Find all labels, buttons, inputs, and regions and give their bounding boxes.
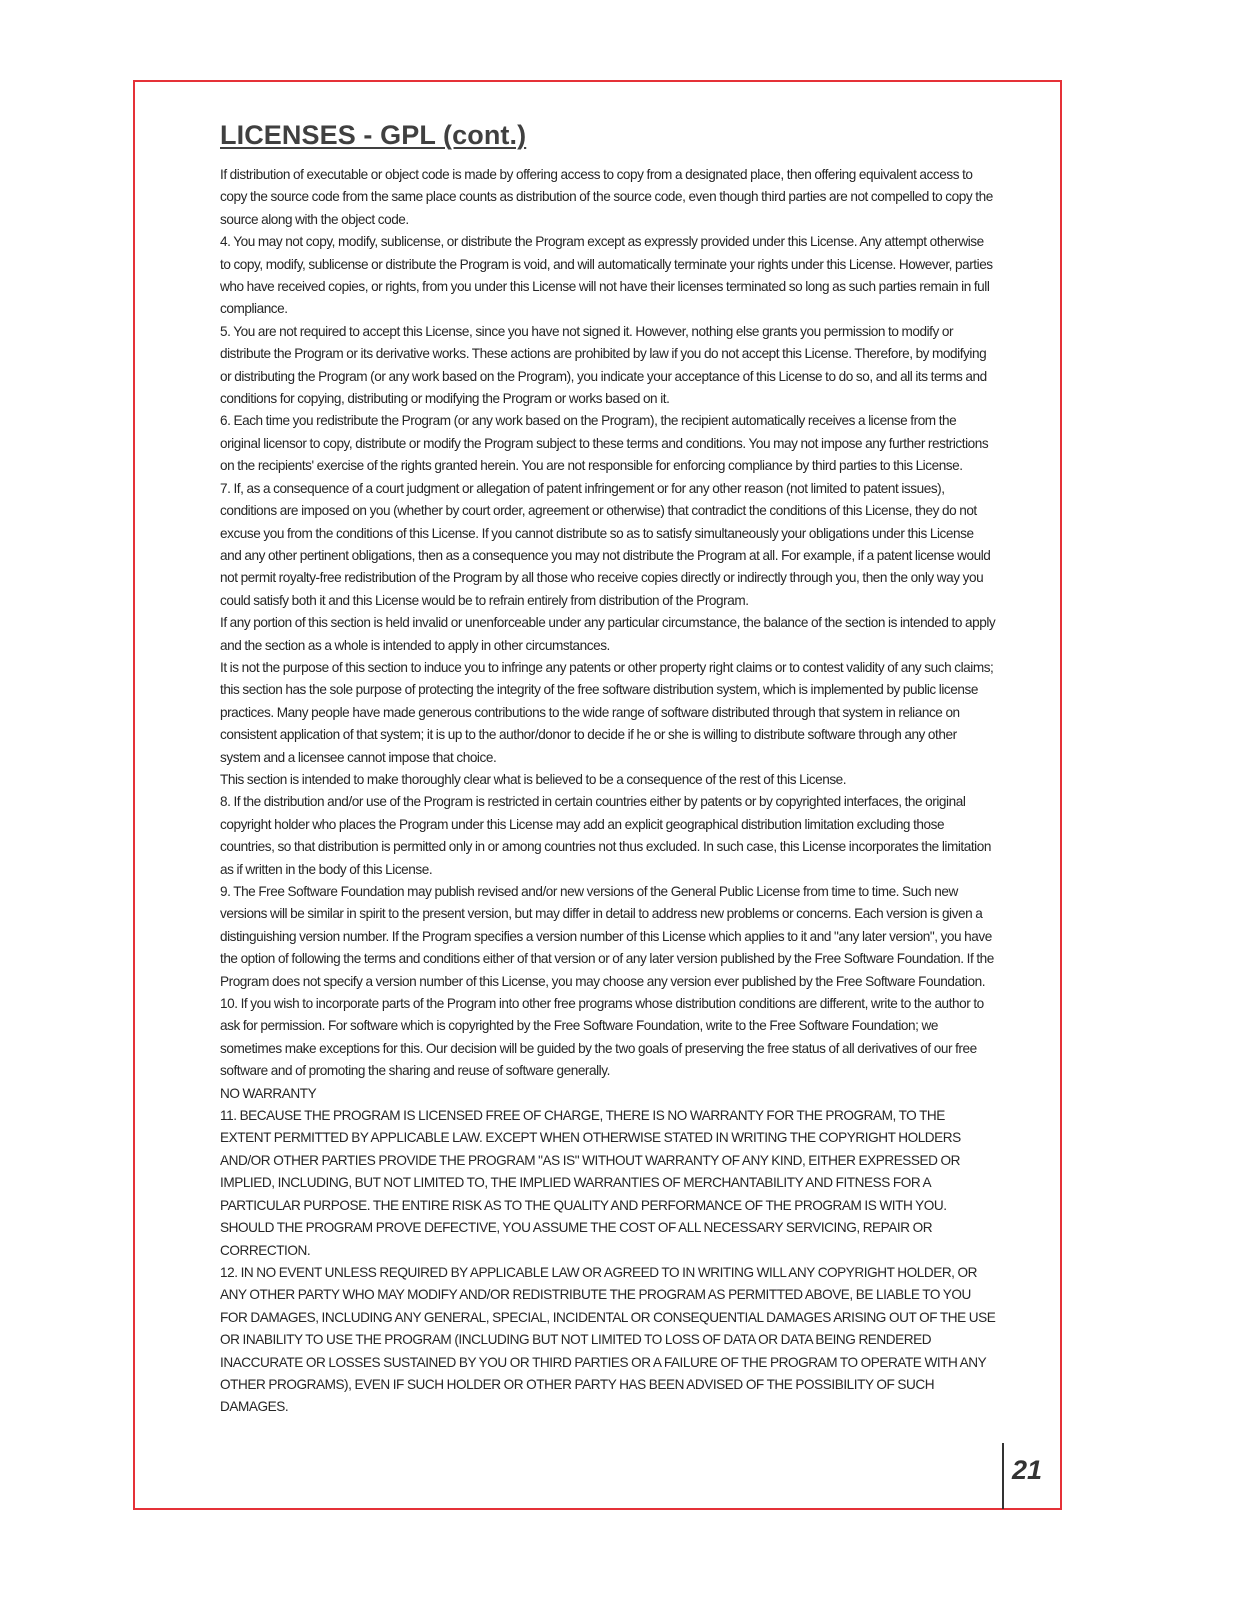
paragraph-section-7: 7. If, as a consequence of a court judgment or allegation of patent infringement or for any other reason (not limited to patent issues), conditions are imposed on you (whether by court order, agreement or otherwise) that contradict the conditions of this License, they do not excuse you from the conditions of this License. If you cannot distribute so as to satisfy simultaneously your obligations under this License and any other pertinent obligations, then as a consequence you may not distribute the Program at all. For example, if a patent license would not permit royalty-free redistribution of the Program by all those who receive copies directly or indirectly through you, then the only way you could satisfy both it and this License would be to refrain entirely from distribution of the Program.	[220, 480, 991, 608]
paragraph-section-5: 5. You are not required to accept this License, since you have not signed it. However, nothing else grants you permission to modify or distribute the Program or its derivative works. These actions are prohibited by law if you do not accept this License. Therefore, by modifying or distributing the Program (or any work based on the Program), you indicate your acceptance of this License to do so, and all its terms and conditions for copying, distributing or modifying the Program or works based on it.	[220, 323, 987, 407]
paragraph-section-8: 8. If the distribution and/or use of the Program is restricted in certain countries either by patents or by copyrighted interfaces, the original copyright holder who places the Program under this License may add an explicit geographical distribution limitation excluding those countries, so that distribution is permitted only in or among countries not thus excluded. In such case, this License incorporates the limitation as if written in the body of this License.	[220, 794, 991, 877]
page-number: 21	[1012, 1455, 1043, 1485]
page-title: LICENSES - GPL (cont.)	[220, 120, 527, 150]
paragraph-section-9: 9. The Free Software Foundation may publish revised and/or new versions of the General Public License from time to time. Such new versions will be similar in spirit to the present version, but may differ in detail to address new problems or concerns. Each version is given a distinguishing version number. If the Program specifies a version number of this License which applies to it and "any later version", you have the option of following the terms and conditions either of that version or of any later version published by the Free Software Foundation. If the Program does not specify a version number of this License, you may choose any version ever published by the Free Software Foundation.	[220, 884, 994, 989]
document-content	[220, 118, 996, 1419]
paragraph-section-7-invalid-portion: If any portion of this section is held invalid or unenforceable under any particular circumstance, the balance of the section is intended to apply and the section as a whole is intended to apply in other circumstances.	[220, 615, 996, 653]
paragraph-section-7-purpose: It is not the purpose of this section to induce you to infringe any patents or other property right claims or to contest validity of any such claims; this section has the sole purpose of protecting the integrity of the free software distribution system, which is implemented by public license practices. Many people have made generous contributions to the wide range of software distributed through that system in reliance on consistent application of that system; it is up to the author/donor to decide if he or she is willing to distribute software through any other system and a licensee cannot impose that choice.	[220, 659, 994, 765]
paragraph-section-11: 11. BECAUSE THE PROGRAM IS LICENSED FREE OF CHARGE, THERE IS NO WARRANTY FOR THE PROGRAM, TO THE EXTENT PERMITTED BY APPLICABLE LAW. EXCEPT WHEN OTHERWISE STATED IN WRITING THE COPYRIGHT HOLDERS AND/OR OTHER PARTIES PROVIDE THE PROGRAM "AS IS" WITHOUT WARRANTY OF ANY KIND, EITHER EXPRESSED OR IMPLIED, INCLUDING, BUT NOT LIMITED TO, THE IMPLIED WARRANTIES OF MERCHANTABILITY AND FITNESS FOR A PARTICULAR PURPOSE. THE ENTIRE RISK AS TO THE QUALITY AND PERFORMANCE OF THE PROGRAM IS WITH YOU. SHOULD THE PROGRAM PROVE DEFECTIVE, YOU ASSUME THE COST OF ALL NECESSARY SERVICING, REPAIR OR CORRECTION.	[220, 1108, 961, 1258]
page-number-divider	[1002, 1443, 1004, 1509]
paragraph-distribution-access: If distribution of executable or object code is made by offering access to copy from a designated place, then offering equivalent access to copy the source code from the same place counts as distribution of the source code, even though third parties are not compelled to copy the source along with the object code.	[220, 167, 993, 227]
paragraph-section-4: 4. You may not copy, modify, sublicense, or distribute the Program except as expressly provided under this License. Any attempt otherwise to copy, modify, sublicense or distribute the Program is void, and will automatically terminate your rights under this License. However, parties who have received copies, or rights, from you under this License will not have their licenses terminated so long as such parties remain in full compliance.	[220, 234, 993, 317]
license-body	[220, 164, 996, 1419]
no-warranty-heading: NO WARRANTY	[220, 1085, 317, 1101]
paragraph-section-7-clarification: This section is intended to make thoroughly clear what is believed to be a consequence of the rest of this License.	[220, 771, 847, 787]
paragraph-section-12: 12. IN NO EVENT UNLESS REQUIRED BY APPLICABLE LAW OR AGREED TO IN WRITING WILL ANY COPYRIGHT HOLDER, OR ANY OTHER PARTY WHO MAY MODIFY AND/OR REDISTRIBUTE THE PROGRAM AS PERMITTED ABOVE, BE LIABLE TO YOU FOR DAMAGES, INCLUDING ANY GENERAL, SPECIAL, INCIDENTAL OR CONSEQUENTIAL DAMAGES ARISING OUT OF THE USE OR INABILITY TO USE THE PROGRAM (INCLUDING BUT NOT LIMITED TO LOSS OF DATA OR DATA BEING RENDERED INACCURATE OR LOSSES SUSTAINED BY YOU OR THIRD PARTIES OR A FAILURE OF THE PROGRAM TO OPERATE WITH ANY OTHER PROGRAMS), EVEN IF SUCH HOLDER OR OTHER PARTY HAS BEEN ADVISED OF THE POSSIBILITY OF SUCH DAMAGES.	[220, 1264, 996, 1415]
paragraph-section-10: 10. If you wish to incorporate parts of the Program into other free programs whose distribution conditions are different, write to the author to ask for permission. For software which is copyrighted by the Free Software Foundation, write to the Free Software Foundation; we sometimes make exceptions for this. Our decision will be guided by the two goals of preserving the free status of all derivatives of our free software and of promoting the sharing and reuse of software generally.	[220, 996, 984, 1079]
paragraph-section-6: 6. Each time you redistribute the Program (or any work based on the Program), the recipient automatically receives a license from the original licensor to copy, distribute or modify the Program subject to these terms and conditions. You may not impose any further restrictions on the recipients' exercise of the rights granted herein. You are not responsible for enforcing compliance by third parties to this License.	[220, 413, 989, 474]
